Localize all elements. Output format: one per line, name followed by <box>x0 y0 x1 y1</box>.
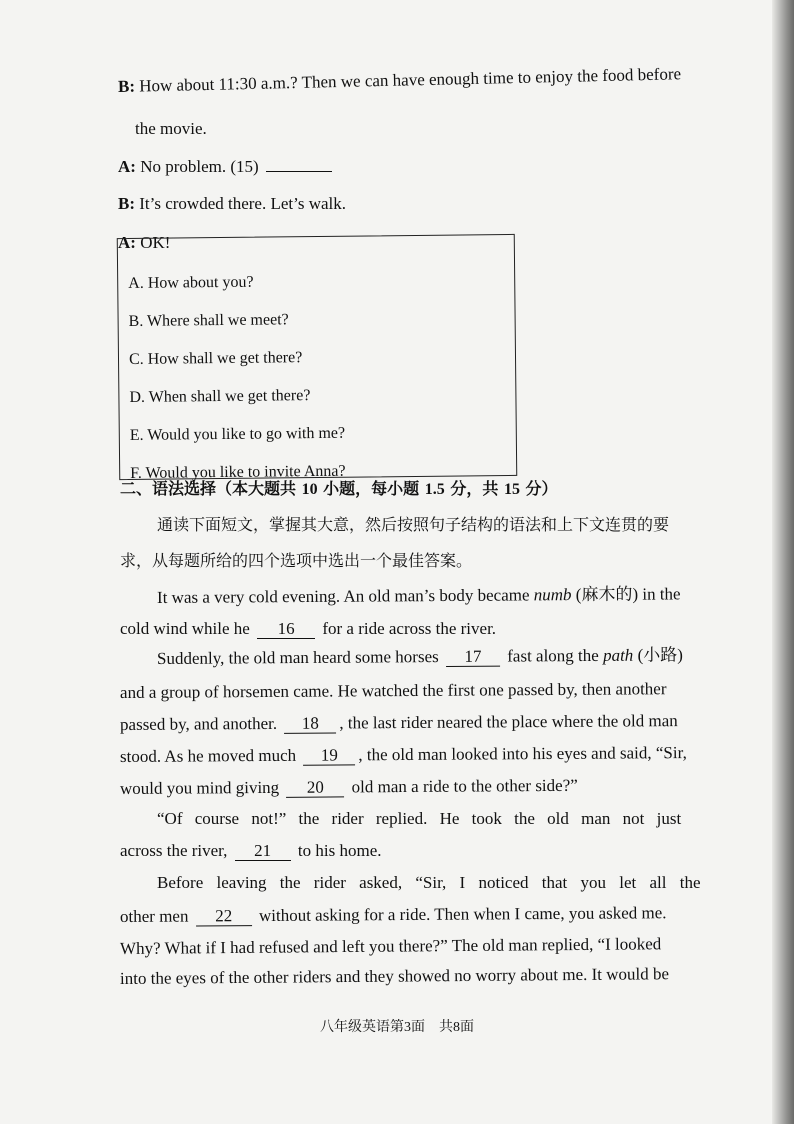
speaker-b: B: <box>118 194 135 213</box>
options-box <box>117 234 518 480</box>
passage-line: Before leaving the rider asked, “Sir, I noticed that you let all the <box>157 873 701 892</box>
passage-line: cold wind while he 16 for a ride across the river. <box>120 619 497 638</box>
speaker-a: A: <box>118 157 136 176</box>
dialogue-line-b1-cont <box>135 118 207 140</box>
dialogue-line-a1 <box>118 156 335 178</box>
page-footer: 八年级英语第3面 共8面 <box>320 1019 474 1035</box>
answer-blank-18[interactable]: 18 <box>284 714 336 733</box>
answer-blank-19[interactable]: 19 <box>303 746 355 765</box>
passage-line: would you mind giving 20 old man a ride to the other side?” <box>119 775 578 798</box>
dialogue-text: How about 11:30 a.m.? Then we can have enough time to enjoy the food before <box>139 64 682 96</box>
answer-blank-22[interactable]: 22 <box>196 907 252 926</box>
speaker-a: A: <box>118 233 136 252</box>
dialogue-line-b2 <box>118 193 346 215</box>
passage-line: passed by, and another. 18 , the last rider neared the place where the old man <box>119 711 678 734</box>
option-d: D. When shall we get there? <box>129 387 311 406</box>
option-a: A. How about you? <box>128 273 254 292</box>
passage-line: “Of course not!” the rider replied. He took the old man not just <box>157 809 682 828</box>
option-c: C. How shall we get there? <box>128 349 303 368</box>
answer-blank-17[interactable]: 17 <box>446 648 500 667</box>
scan-edge <box>772 0 794 1124</box>
section-heading: 二、语法选择（本大题共 10 小题，每小题 1.5 分，共 15 分） <box>120 479 558 498</box>
answer-blank-15[interactable] <box>266 171 332 172</box>
passage-line: stood. As he moved much 19 , the old man looked into his eyes and said, “Sir, <box>119 743 687 766</box>
answer-blank-20[interactable]: 20 <box>286 778 344 797</box>
passage-line: and a group of horsemen came. He watched the first one passed by, then another <box>119 679 667 702</box>
passage-line: Why? What if I had refused and left you there?” The old man replied, “I looked <box>119 934 662 958</box>
dialogue-line-b1 <box>118 63 682 98</box>
dialogue-text: OK! <box>140 233 171 252</box>
passage-line: other men 22 without asking for a ride. Then when I came, you asked me. <box>119 903 667 926</box>
dialogue-text: No problem. (15) <box>140 157 259 176</box>
dialogue-text: the movie. <box>135 119 207 138</box>
section-instruction-1: 通读下面短文，掌握其大意，然后按照句子结构的语法和上下文连贯的要 <box>157 515 670 534</box>
section-instruction-2: 求，从每题所给的四个选项中选出一个最佳答案。 <box>120 551 473 570</box>
passage-line: It was a very cold evening. An old man’s body became numb (麻木的) in the <box>156 584 681 607</box>
dialogue-text: It’s crowded there. Let’s walk. <box>139 194 347 213</box>
passage-line: Suddenly, the old man heard some horses 17 fast along the path (小路) <box>156 645 683 668</box>
speaker-b: B: <box>117 76 136 96</box>
option-f: F. Would you like to invite Anna? <box>130 462 346 482</box>
answer-blank-21[interactable]: 21 <box>235 842 291 861</box>
option-b: B. Where shall we meet? <box>128 311 289 330</box>
answer-blank-16[interactable]: 16 <box>257 620 315 639</box>
passage-line: into the eyes of the other riders and they showed no worry about me. It would be <box>119 964 670 988</box>
option-e: E. Would you like to go with me? <box>129 424 346 444</box>
passage-line: across the river, 21 to his home. <box>120 841 382 860</box>
